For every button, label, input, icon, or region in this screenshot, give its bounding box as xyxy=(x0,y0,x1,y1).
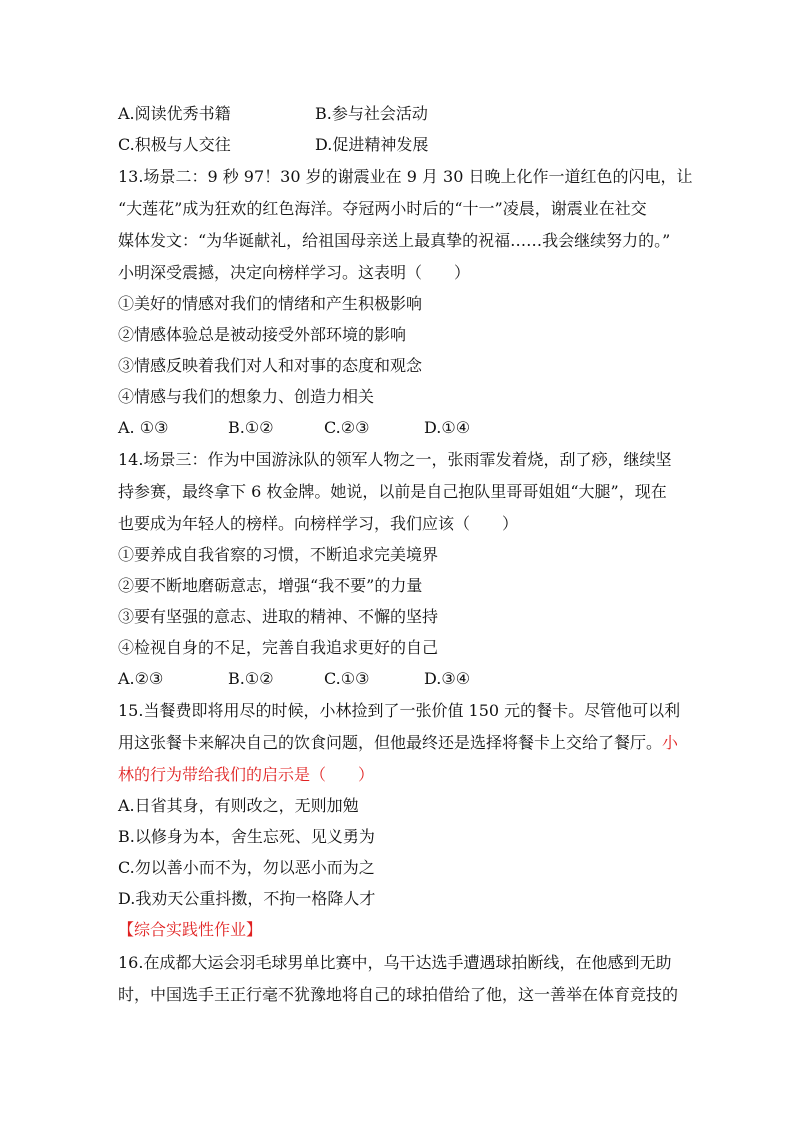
q14-statement-2: ②要不断地磨砺意志，增强“我不要”的力量 xyxy=(118,576,423,595)
q16-stem-line-1: 16.在成都大运会羽毛球男单比赛中，乌干达选手遭遇球拍断线，在他感到无助 xyxy=(118,953,672,972)
q15-option-c: C.勿以善小而不为，勿以恶小而为之 xyxy=(118,858,375,877)
q14-stem-line-1: 14.场景三：作为中国游泳队的领军人物之一，张雨霏发着烧，刮了痧，继续坚 xyxy=(118,450,672,469)
q16-stem-line-2: 时，中国选手王正行毫不犹豫地将自己的球拍借给了他，这一善举在体育竞技的 xyxy=(118,985,679,1004)
q14-choice-d: D.③④ xyxy=(424,669,471,688)
q13-statement-2: ②情感体验总是被动接受外部环境的影响 xyxy=(118,325,407,344)
q13-stem-line-4: 小明深受震撼，决定向榜样学习。这表明（ ） xyxy=(118,263,471,282)
q15-stem-line-2 xyxy=(118,732,678,754)
q13-choice-a: A. ①③ xyxy=(118,418,169,437)
q15-stem-line-2-text: 用这张餐卡来解决自己的饮食问题，但他最终还是选择将餐卡上交给了餐厅。 xyxy=(118,733,663,752)
q14-choice-a: A.②③ xyxy=(118,669,164,688)
q12-option-c: C.积极与人交往 xyxy=(118,135,231,154)
q15-stem-line-1: 15.当餐费即将用尽的时候，小林捡到了一张价值 150 元的餐卡。尽管他可以利 xyxy=(118,701,681,720)
q13-statement-4: ④情感与我们的想象力、创造力相关 xyxy=(118,387,375,406)
q14-statement-1: ①要养成自我省察的习惯，不断追求完美境界 xyxy=(118,545,439,564)
q14-stem-line-3: 也要成为年轻人的榜样。向榜样学习，我们应该（ ） xyxy=(118,514,519,533)
q13-stem-line-3: 媒体发文：“为华诞献礼，给祖国母亲送上最真挚的祝福……我会继续努力的。” xyxy=(118,231,671,250)
q15-stem-line-3: 林的行为带给我们的启示是（ ） xyxy=(118,765,375,784)
q13-stem-line-1: 13.场景二：9 秒 97！30 岁的谢震业在 9 月 30 日晚上化作一道红色的闪电，让 xyxy=(118,167,693,186)
q14-statement-4: ④检视自身的不足，完善自我追求更好的自己 xyxy=(118,638,439,657)
q12-option-d: D.促进精神发展 xyxy=(315,135,429,154)
q12-option-b: B.参与社会活动 xyxy=(315,104,428,123)
q14-choice-b: B.①② xyxy=(228,669,274,688)
q13-stem-line-2: “大莲花”成为狂欢的红色海洋。夺冠两小时后的“十一”凌晨，谢震业在社交 xyxy=(118,199,647,218)
q12-option-a: A.阅读优秀书籍 xyxy=(118,104,231,123)
q13-choice-c: C.②③ xyxy=(324,418,370,437)
q14-statement-3: ③要有坚强的意志、进取的精神、不懈的坚持 xyxy=(118,607,439,626)
q15-option-b: B.以修身为本，舍生忘死、见义勇为 xyxy=(118,827,375,846)
q14-stem-line-2: 持参赛，最终拿下 6 枚金牌。她说，以前是自己抱队里哥哥姐姐“大腿”，现在 xyxy=(118,482,667,501)
q15-option-d: D.我劝天公重抖擞，不拘一格降人才 xyxy=(118,889,376,908)
q15-option-a: A.日省其身，有则改之，无则加勉 xyxy=(118,796,359,815)
q14-choice-c: C.①③ xyxy=(324,669,370,688)
q13-statement-1: ①美好的情感对我们的情绪和产生积极影响 xyxy=(118,294,423,313)
q15-highlight-start: 小 xyxy=(662,733,679,752)
q13-choice-d: D.①④ xyxy=(424,418,471,437)
q13-choice-b: B.①② xyxy=(228,418,274,437)
q13-statement-3: ③情感反映着我们对人和对事的态度和观念 xyxy=(118,356,423,375)
section-heading: 【综合实践性作业】 xyxy=(118,920,263,939)
